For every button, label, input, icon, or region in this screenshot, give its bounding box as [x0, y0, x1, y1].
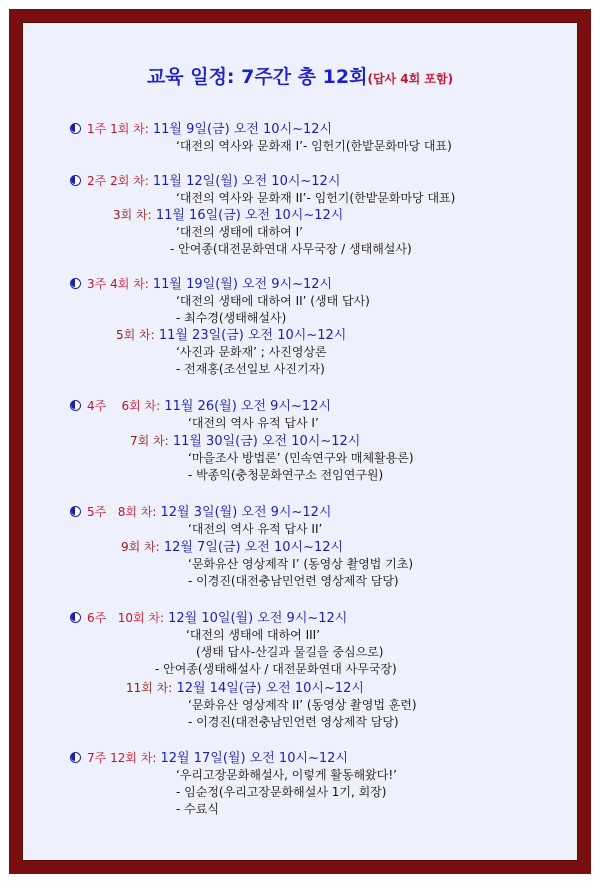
- session-date: 11월 26(월) 오전 9시~12시: [160, 399, 331, 414]
- session-date: 11월 19일(월) 오전 9시~12시: [148, 277, 333, 292]
- session-date: 12월 10일(월) 오전 9시~12시: [164, 611, 348, 626]
- week-7-header: [70, 751, 348, 766]
- circle-bullet-icon: [70, 752, 81, 763]
- session-detail: - 전재홍(조선일보 사진기자): [176, 362, 325, 376]
- session-number: 6회 차:: [121, 399, 161, 413]
- session-detail: - 이경진(대전충남민언련 영상제작 담당): [188, 574, 399, 588]
- circle-bullet-icon: [70, 400, 81, 411]
- session-date: 12월 17일(월) 오전 10시~12시: [156, 751, 349, 766]
- week-label: 2주: [87, 174, 107, 188]
- week-label: 1주: [87, 122, 107, 136]
- session-detail: ‘문화유산 영상제작 Ⅰ’ (동영상 촬영법 기초): [188, 557, 414, 571]
- session-detail: (생태 답사-산길과 물길을 중심으로): [196, 645, 384, 659]
- session-number: 5회 차:: [116, 328, 155, 342]
- week-label: 4주: [87, 399, 107, 413]
- session-header: [116, 328, 346, 343]
- week-5-header: [70, 505, 331, 520]
- week-1-header: [70, 122, 332, 137]
- session-date: 11월 30일(금) 오전 10시~12시: [168, 434, 361, 449]
- week-label: 3주: [87, 277, 107, 291]
- session-number: 10회 차:: [117, 611, 164, 625]
- circle-bullet-icon: [70, 278, 81, 289]
- session-number: 3회 차:: [113, 208, 152, 222]
- session-date: 11월 9일(금) 오전 10시~12시: [148, 122, 333, 137]
- session-date: 11월 16일(금) 오전 10시~12시: [151, 208, 344, 223]
- week-3-header: [70, 277, 332, 292]
- circle-bullet-icon: [70, 506, 81, 517]
- circle-bullet-icon: [70, 612, 81, 623]
- session-date: 11월 23일(금) 오전 10시~12시: [154, 328, 347, 343]
- session-number: 1회 차:: [110, 122, 149, 136]
- title-sub: (답사 4회 포함): [367, 72, 454, 86]
- session-header: [113, 208, 343, 223]
- session-header: [130, 434, 360, 449]
- session-number: 2회 차:: [110, 174, 149, 188]
- session-header: [121, 540, 343, 555]
- session-detail: ‘마을조사 방법론’ (민속연구와 매체활용론): [188, 451, 414, 465]
- session-detail: ‘대전의 역사와 문화재 II’- 임헌기(한밭문화마당 대표): [176, 191, 456, 205]
- session-date: 12월 14일(금) 오전 10시~12시: [172, 681, 364, 696]
- session-header: [126, 681, 364, 696]
- session-number: 7회 차:: [130, 434, 169, 448]
- session-detail: - 수료식: [176, 802, 219, 816]
- week-6-header: [70, 611, 347, 626]
- session-detail: - 박종익(충청문화연구소 전임연구원): [188, 468, 384, 482]
- session-detail: ‘대전의 역사와 문화재 Ⅰ’- 임헌기(한밭문화마당 대표): [176, 139, 452, 153]
- session-date: 11월 12일(월) 오전 10시~12시: [148, 174, 341, 189]
- session-number: 9회 차:: [121, 540, 160, 554]
- session-detail: - 최수경(생태해설사): [176, 311, 287, 325]
- session-detail: ‘대전의 생태에 대하여 III’: [186, 628, 321, 642]
- week-label: 7주: [87, 751, 107, 765]
- session-number: 12회 차:: [110, 751, 157, 765]
- circle-bullet-icon: [70, 123, 81, 134]
- session-number: 11회 차:: [126, 681, 173, 695]
- week-2-header: [70, 174, 340, 189]
- title-main: 교육 일정: 7주간 총 12회: [146, 66, 368, 88]
- session-detail: ‘문화유산 영상제작 II’ (동영상 촬영법 훈련): [188, 698, 417, 712]
- session-number: 8회 차:: [117, 505, 157, 519]
- session-detail: ‘우리고장문화해설사, 이렇게 활동해왔다!’: [176, 768, 397, 782]
- session-date: 12월 7일(금) 오전 10시~12시: [159, 540, 344, 555]
- session-detail: ‘대전의 역사 유적 답사 II’: [188, 522, 323, 536]
- session-detail: ‘대전의 역사 유적 답사 Ⅰ’: [188, 416, 319, 430]
- session-detail: ‘대전의 생태에 대하여 II’ (생태 답사): [176, 294, 370, 308]
- session-detail: - 임순정(우리고장문화해설사 1기, 회장): [176, 785, 387, 799]
- session-detail: - 이경진(대전충남민언련 영상제작 담당): [188, 715, 399, 729]
- session-detail: - 안여종(대전문화연대 사무국장 / 생태해설사): [170, 242, 412, 256]
- session-detail: ‘사진과 문화재’ ; 사진영상론: [176, 345, 327, 359]
- session-detail: ‘대전의 생태에 대하여 Ⅰ’: [176, 225, 303, 239]
- session-number: 4회 차:: [110, 277, 149, 291]
- session-date: 12월 3일(월) 오전 9시~12시: [156, 505, 332, 520]
- week-label: 5주: [87, 505, 107, 519]
- week-label: 6주: [87, 611, 107, 625]
- page-title: [0, 62, 600, 89]
- week-4-header: [70, 399, 331, 414]
- session-detail: - 안여종(생태해설사 / 대전문화연대 사무국장): [155, 662, 397, 676]
- circle-bullet-icon: [70, 175, 81, 186]
